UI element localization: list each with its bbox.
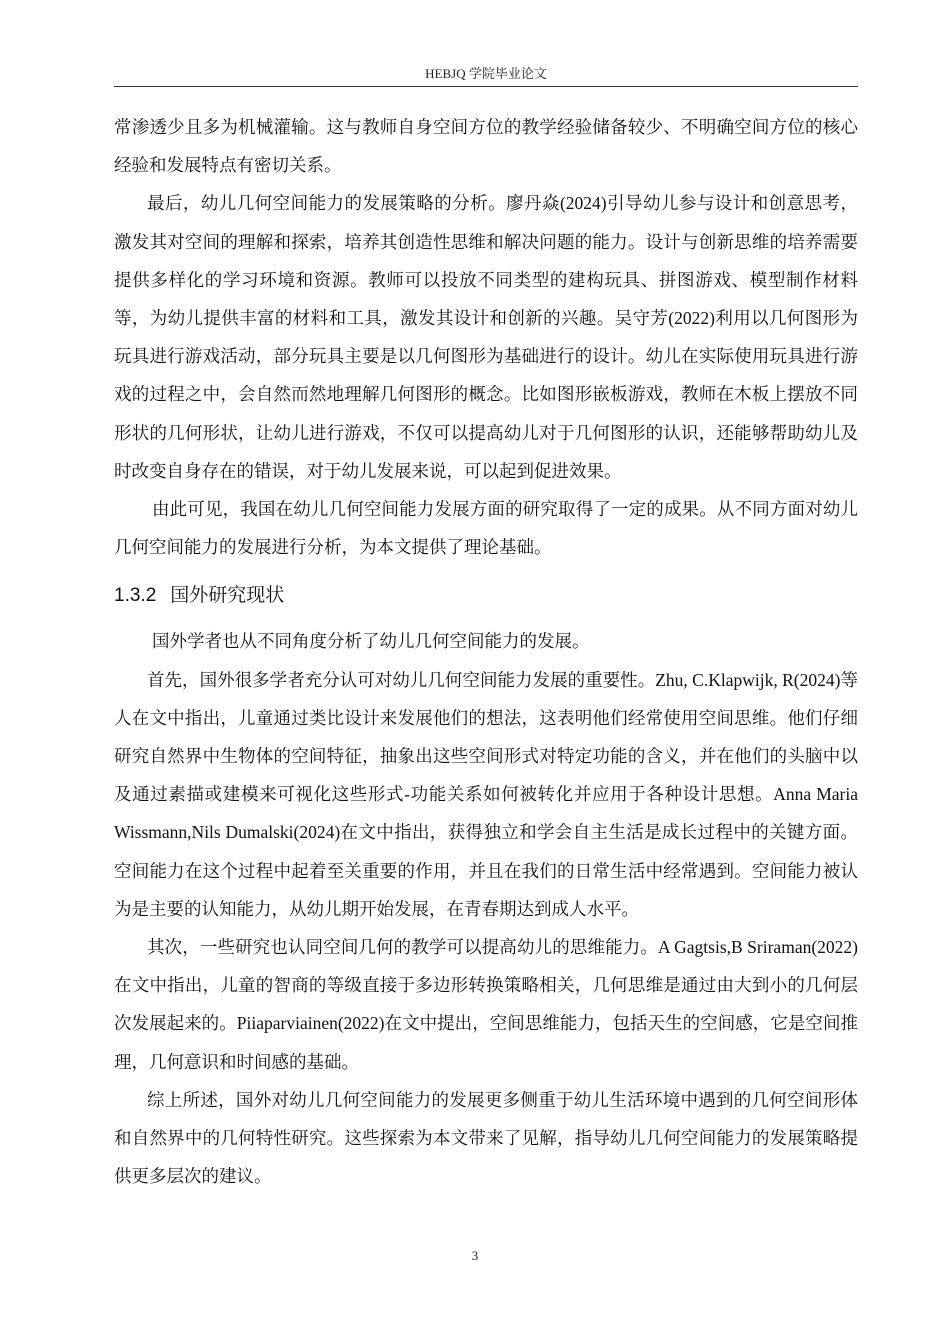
paragraph-intro-foreign: 国外学者也从不同角度分析了幼儿几何空间能力的发展。 — [152, 631, 590, 652]
paragraph-strategies: 最后，幼儿几何空间能力的发展策略的分析。廖丹焱(2024)引导幼儿参与设计和创意思考，激发其对空间的理解和探索，培养其创造性思维和解决问题的能力。设计与创新思维的培养需要提供多样化的学习环境和资源。教师可以投放不同类型的建构玩具、拼图游戏、模型制作材料等，为幼儿提供丰富的材料和工具，激发其设计和创新的兴趣。吴守芳(2022)利用以几何图形为玩具进行游戏活动，部分玩具主要是以几何图形为基础进行的设计。幼儿在实际使用玩具进行游戏的过程之中，会自然而然地理解几何图形的概念。比如图形嵌板游戏，教师在木板上摆放不同形状的几何形状，让幼儿进行游戏，不仅可以提高幼儿对于几何图形的认识，还能够帮助幼儿及时改变自身存在的错误，对于幼儿发展来说，可以起到促进效果。 — [114, 193, 858, 481]
paragraph-continued: 常渗透少且多为机械灌输。这与教师自身空间方位的教学经验储备较少、不明确空间方位的核心经验和发展特点有密切关系。 — [114, 117, 858, 176]
paragraph-thinking: 其次，一些研究也认同空间几何的教学可以提高幼儿的思维能力。A Gagtsis,B Sriraman(2022)在文中指出，儿童的智商的等级直接于多边形转换策略相关，几何思维是通过由大到小的几何层次发展起来的。Piiaparviainen(2022)在文中提出，空间思维能力，包括天生的空间感，它是空间推理，几何意识和时间感的基础。 — [114, 937, 858, 1072]
page-number: 3 — [471, 1248, 479, 1263]
paragraph-summary-domestic: 由此可见，我国在幼儿几何空间能力发展方面的研究取得了一定的成果。从不同方面对幼儿几何空间能力的发展进行分析，为本文提供了理论基础。 — [114, 499, 858, 558]
section-heading — [114, 576, 858, 616]
header-rule — [114, 86, 858, 87]
section-title: 国外研究现状 — [170, 585, 285, 607]
paragraph-summary-foreign: 综上所述，国外对幼儿几何空间能力的发展更多侧重于幼儿生活环境中遇到的几何空间形体和自然界中的几何特性研究。这些探索为本文带来了见解，指导幼儿几何空间能力的发展策略提供更多层次的建议。 — [114, 1089, 858, 1187]
section-number: 1.3.2 — [114, 585, 157, 607]
paragraph-importance: 首先，国外很多学者充分认可对幼儿几何空间能力发展的重要性。Zhu, C.Klapwijk, R(2024)等人在文中指出，儿童通过类比设计来发展他们的想法，这表明他们经常使用空间思维。他们仔细研究自然界中生物体的空间特征，抽象出这些空间形式对特定功能的含义，并在他们的头脑中以及通过素描或建模来可视化这些形式-功能关系如何被转化并应用于各种设计思想。Anna Maria Wissmann,Nils Dumalski(2024)在文中指出，获得独立和学会自主生活是成长过程中的关键方面。空间能力在这个过程中起着至关重要的作用，并且在我们的日常生活中经常遇到。空间能力被认为是主要的认知能力，从幼儿期开始发展，在青春期达到成人水平。 — [114, 669, 858, 919]
body-text — [114, 108, 858, 1195]
running-header: HEBJQ 学院毕业论文 — [425, 66, 547, 81]
